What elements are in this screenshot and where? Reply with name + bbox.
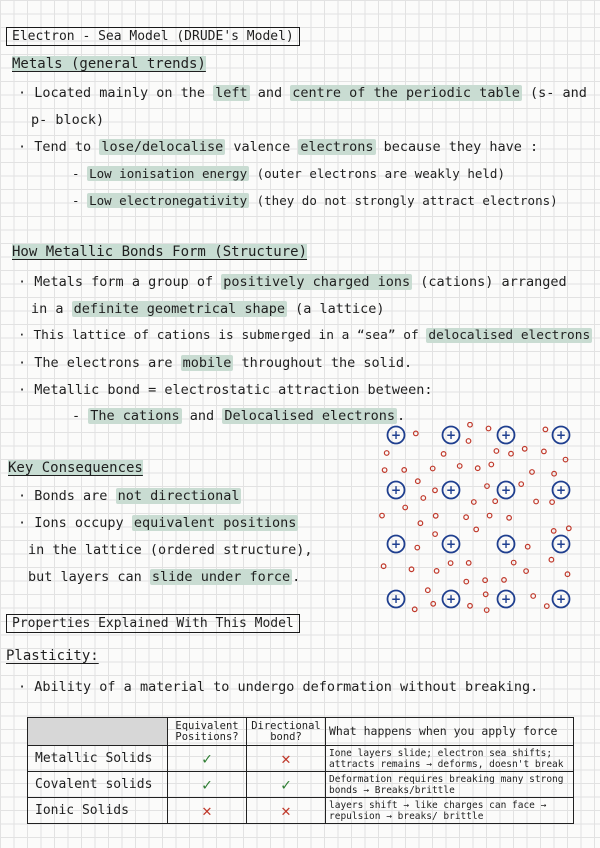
bullet-location-cont: p- block) [31,112,105,128]
text: Located mainly on the [34,85,214,101]
text: (s- and [521,85,587,101]
highlight-left: left [215,85,248,101]
tick-icon: ✓ [168,746,247,772]
electron-icon [484,608,489,613]
highlight-geometrical: definite geometrical shape [73,301,285,317]
sub-bullet-electronegativity [72,191,558,211]
electron-icon [416,479,421,484]
highlight-electrons: electrons [300,139,374,155]
highlight-cations: The cations [90,408,180,424]
text: Metals form a group of [34,274,222,290]
electron-icon [487,513,492,518]
text: Ability of a material to undergo deformation without breaking. [34,679,539,695]
cation-plus-label: + [500,592,512,606]
lattice-diagram [378,422,578,614]
electron-icon [524,569,529,574]
cation-plus-label: + [555,428,567,442]
bullet-location [18,83,587,103]
text: . [397,408,406,424]
dash: - [72,408,89,424]
bullet-dot: · [18,328,26,343]
text: valence [225,139,299,155]
bullet-dot: · [18,515,27,531]
section-heading-metals-text: Metals (general trends) [12,56,206,72]
highlight-ionisation: Low ionisation energy [89,166,248,181]
electron-icon [415,545,420,550]
row-label: Metallic Solids [28,746,168,772]
electron-icon [468,604,473,609]
electron-icon [414,431,419,436]
sub-bullet-cations [72,406,405,426]
bullet-not-directional [18,486,241,506]
electron-icon [433,532,438,537]
row-label: Ionic Solids [28,798,168,824]
header-what-happens: What happens when you apply force [326,718,574,746]
plasticity-heading: Plasticity: [6,648,99,664]
electron-icon [466,561,471,566]
electron-icon [412,607,417,612]
electron-icon [418,521,423,526]
bullet-dot: · [18,355,27,371]
highlight-equivalent: equivalent positions [133,515,297,531]
text: but layers can [28,569,150,585]
electron-icon [486,426,491,431]
section-heading-bonds-text: How Metallic Bonds Form (Structure) [12,244,308,260]
text: (outer electrons are weakly held) [249,166,505,181]
bullet-dot: · [18,139,27,155]
electron-icon [433,488,438,493]
highlight-slide: slide under force [151,569,291,585]
dash: - [72,193,88,208]
text: and [249,85,291,101]
cation-plus-label: + [445,537,457,551]
sub-bullet-ionisation [72,164,505,184]
cation-plus-label: + [390,537,402,551]
electron-icon [483,592,488,597]
electron-icon [472,500,477,505]
tick-icon: ✓ [247,772,326,798]
bullet-equivalent-l2: in the lattice (ordered structure), [28,542,313,558]
electron-icon [464,579,469,584]
bullet-tend [18,137,538,157]
text: Bonds are [34,488,116,504]
electron-icon [519,482,524,487]
cross-icon: ✕ [247,798,326,824]
text: (cations) arranged [412,274,567,290]
electron-icon [468,422,473,427]
row-description: Deformation requires breaking many strong bonds → Breaks/brittle [326,772,574,798]
row-description: Ione layers slide; electron sea shifts; attracts remains → deforms, doesn't break [326,746,574,772]
text: throughout the solid. [233,355,413,371]
cation-plus-label: + [445,592,457,606]
bullet-dot: · [18,274,27,290]
electron-icon [545,604,550,609]
bullet-dot: · [18,382,27,398]
electron-icon [511,560,516,565]
electron-icon [457,464,462,469]
electron-icon [483,578,488,583]
cation-plus-label: + [390,428,402,442]
bullet-metals-form [18,272,567,292]
electron-icon [552,471,557,476]
cation-plus-label: + [555,537,567,551]
electron-icon [534,499,539,504]
cross-icon: ✕ [247,746,326,772]
electron-icon [563,457,568,462]
highlight-lose: lose/delocalise [101,139,224,155]
text: . [292,569,301,585]
highlight-delocalised-electrons: Delocalised electrons [224,408,395,424]
highlight-positive-ions: positively charged ions [223,274,411,290]
electron-icon [421,496,426,501]
dash: - [72,166,88,181]
highlight-not-directional: not directional [117,488,240,504]
tick-icon: ✓ [168,772,247,798]
cation-plus-label: + [390,483,402,497]
bullet-dot: · [18,488,27,504]
bullet-equivalent [18,513,298,533]
section-heading-consequences-text: Key Consequences [8,460,143,476]
electron-icon [430,466,435,471]
text: This lattice of cations is submerged in a “sea” of [33,328,427,343]
highlight-electronegativity: Low electronegativity [89,193,248,208]
cation-plus-label: + [390,592,402,606]
electron-icon [441,452,446,457]
electron-icon [543,427,548,432]
highlight-centre: centre of the periodic table [292,85,520,101]
electron-icon [530,470,535,475]
electron-icon [380,513,385,518]
highlight-delocalised: delocalised electrons [428,328,591,343]
highlight-mobile: mobile [182,355,232,371]
cation-plus-label: + [500,483,512,497]
cation-plus-label: + [555,592,567,606]
cation-plus-label: + [500,428,512,442]
cation-plus-label: + [500,537,512,551]
row-label: Covalent solids [28,772,168,798]
table-row [28,798,574,824]
electron-icon [493,499,498,504]
table-row [28,746,574,772]
bullet-dot: · [18,85,27,101]
electron-icon [426,588,431,593]
section-heading-metals [12,56,206,72]
electron-icon [431,602,436,607]
electron-icon [502,578,507,583]
electron-icon [475,466,480,471]
page-title: Electron - Sea Model (DRUDE's Model) [6,27,300,46]
bullet-lattice [18,326,592,346]
text: (they do not strongly attract electrons) [249,193,558,208]
header-directional: Directional bond? [247,718,326,746]
bullet-equivalent-l3 [28,567,300,587]
electron-icon [565,572,570,577]
electron-icon [507,516,512,521]
electron-icon [531,594,536,599]
electron-icon [522,447,527,452]
electron-icon [474,527,479,532]
electron-icon [494,449,499,454]
cross-icon: ✕ [168,798,247,824]
text: because they have : [375,139,539,155]
cation-plus-label: + [445,483,457,497]
text: and [181,408,223,424]
electron-icon [525,544,530,549]
electron-icon [567,526,572,531]
section-heading-consequences [8,460,143,476]
section-heading-bonds [12,244,307,260]
header-blank [28,718,168,746]
electron-icon [542,449,547,454]
electron-icon [551,529,556,534]
electron-icon [402,468,407,473]
bullet-metallic-bond [18,380,433,400]
table-header-row [28,718,574,746]
text: Ions occupy [34,515,132,531]
bullet-plasticity [18,677,538,697]
electron-icon [381,564,386,569]
properties-title: Properties Explained With This Model [6,614,300,633]
electron-icon [448,561,453,566]
electron-icon [550,500,555,505]
properties-table [27,717,574,824]
electron-icon [549,557,554,562]
electron-icon [403,505,408,510]
text: in a [31,301,72,317]
electron-icon [489,462,494,467]
electron-icon [485,484,490,489]
cation-plus-label: + [555,483,567,497]
bullet-mobile [18,353,412,373]
bullet-metals-form-cont [31,299,385,319]
electron-icon [433,514,438,519]
electron-icon [509,451,514,456]
electron-icon [464,515,469,520]
header-equivalent: Equivalent Positions? [168,718,247,746]
text: The electrons are [34,355,181,371]
text: Metallic bond = electrostatic attraction between: [34,382,433,398]
electron-icon [434,569,439,574]
cation-plus-label: + [445,428,457,442]
bullet-dot: · [18,679,27,695]
electron-icon [466,439,471,444]
table-row [28,772,574,798]
text: Tend to [34,139,100,155]
electron-icon [382,468,387,473]
text: (a lattice) [286,301,385,317]
electron-icon [409,567,414,572]
electron-sea [380,422,571,612]
row-description: layers shift → like charges can face → repulsion → breaks/ brittle [326,798,574,824]
electron-icon [384,451,389,456]
